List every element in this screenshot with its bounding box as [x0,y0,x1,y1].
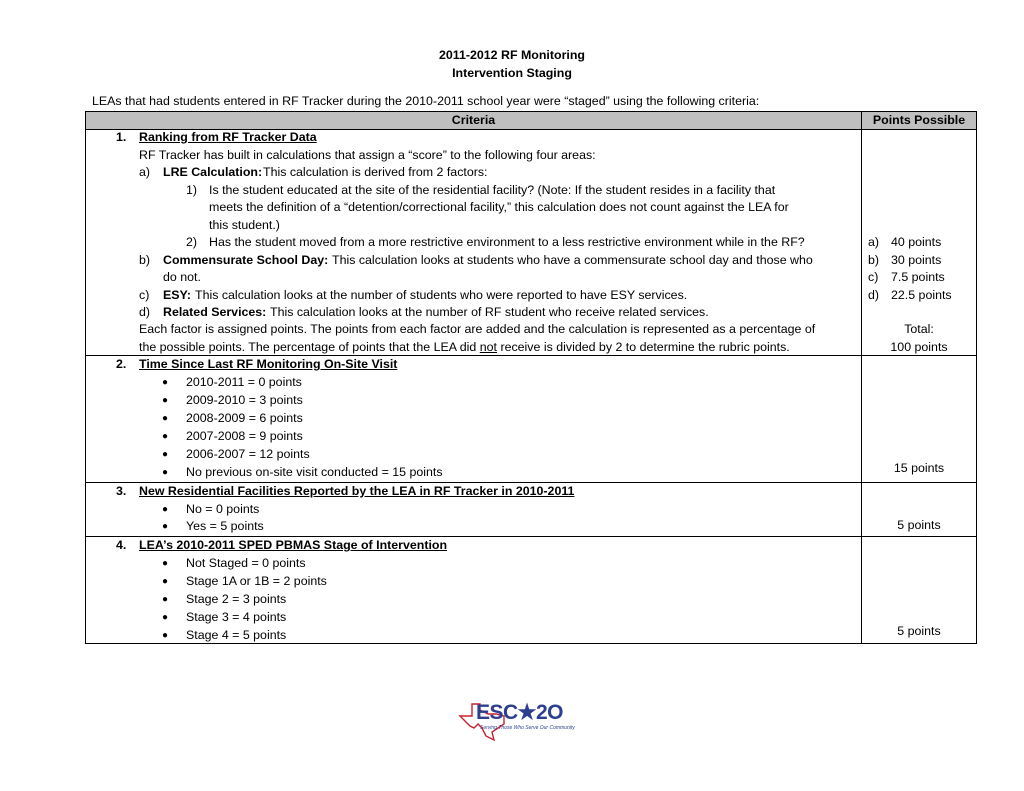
list-item: No previous on-site visit conducted = 15 points [186,465,443,479]
bullet-icon: ● [162,576,169,587]
points-mark: a) [868,235,880,249]
bullet-icon: ● [162,630,169,641]
bullet-icon: ● [162,413,169,424]
section-heading: New Residential Facilities Reported by the LEA in RF Tracker in 2010-2011 [139,484,575,498]
list-item: 2007-2008 = 9 points [186,429,303,443]
list-item: No = 0 points [186,502,260,516]
logo-tagline: Serving Those Who Serve Our Community [480,725,575,731]
column-divider [861,112,862,643]
item-mark: a) [139,165,151,179]
list-item: Not Staged = 0 points [186,556,306,570]
points-value: 7.5 points [891,270,945,284]
esc20-logo [458,698,575,742]
list-item: Stage 3 = 4 points [186,610,287,624]
doc-subtitle: Intervention Staging [452,66,572,80]
item-text: This calculation is derived from 2 factors: [263,165,488,179]
points-value: 5 points [897,518,941,532]
section-heading: Ranking from RF Tracker Data [139,130,317,144]
header-points-possible: Points Possible [872,113,966,127]
header-criteria: Criteria [451,113,496,127]
section-heading: LEA’s 2010-2011 SPED PBMAS Stage of Intervention [139,538,448,552]
subitem-text: Is the student educated at the site of the residential facility? (Note: If the student resides in a facility that [209,183,776,197]
section-number: 2. [116,357,127,371]
section-number: 4. [116,538,127,552]
list-item: Stage 2 = 3 points [186,592,287,606]
subitem-text: Has the student moved from a more restrictive environment to a less restrictive environment while in the RF? [209,235,805,249]
subitem-text: this student.) [209,218,280,232]
bullet-icon: ● [162,612,169,623]
bullet-icon: ● [162,449,169,460]
bullet-icon: ● [162,504,169,515]
bullet-icon: ● [162,558,169,569]
points-mark: c) [868,270,879,284]
bullet-icon: ● [162,467,169,478]
item-text: do not. [163,270,201,284]
intro-text: LEAs that had students entered in RF Tracker during the 2010-2011 school year were “staged” using the following criteria: [92,94,760,108]
summary-text: Each factor is assigned points. The points from each factor are added and the calculation is represented as a percentage of [139,322,816,336]
item-label: Commensurate School Day: [163,253,329,267]
item-text: This calculation looks at students who have a commensurate school day and those who [332,253,813,267]
points-mark: b) [868,253,880,267]
bullet-icon: ● [162,594,169,605]
list-item: 2010-2011 = 0 points [186,375,302,389]
item-text: This calculation looks at the number of RF student who receive related services. [270,305,709,319]
emphasis-not: not [479,340,497,354]
item-mark: c) [139,288,150,302]
subitem-text: meets the definition of a “detention/correctional facility,” this calculation does not count against the LEA for [209,200,789,214]
bullet-icon: ● [162,377,169,388]
item-label: ESY: [163,288,191,302]
section-heading: Time Since Last RF Monitoring On-Site Visit [139,357,398,371]
points-value: 5 points [897,624,941,638]
section-number: 1. [116,130,127,144]
item-text: This calculation looks at the number of students who were reported to have ESY services. [195,288,688,302]
item-label: LRE Calculation: [163,165,263,179]
item-mark: b) [139,253,151,267]
section-number: 3. [116,484,127,498]
item-label: Related Services: [163,305,267,319]
points-value: 22.5 points [891,288,952,302]
doc-title: 2011-2012 RF Monitoring [439,48,585,62]
list-item: 2006-2007 = 12 points [186,447,310,461]
list-item: Stage 1A or 1B = 2 points [186,574,327,588]
points-value: 30 points [891,253,942,267]
list-item: 2008-2009 = 6 points [186,411,303,425]
subitem-mark: 1) [186,183,198,197]
bullet-icon: ● [162,431,169,442]
bullet-icon: ● [162,521,169,532]
list-item: 2009-2010 = 3 points [186,393,303,407]
bullet-icon: ● [162,395,169,406]
logo-text: ESC★2O [476,701,564,724]
subitem-mark: 2) [186,235,198,249]
points-mark: d) [868,288,880,302]
points-value: 40 points [891,235,942,249]
list-item: Yes = 5 points [186,519,264,533]
total-label: Total: [904,322,934,336]
item-mark: d) [139,305,151,319]
total-value: 100 points [890,340,948,354]
points-value: 15 points [893,461,945,475]
list-item: Stage 4 = 5 points [186,628,287,642]
summary-text: the possible points. The percentage of points that the LEA did not receive is divided by 2 to determine the rubric points. [139,340,790,354]
section-intro: RF Tracker has built in calculations that assign a “score” to the following four areas: [139,148,596,162]
criteria-table [85,111,977,644]
